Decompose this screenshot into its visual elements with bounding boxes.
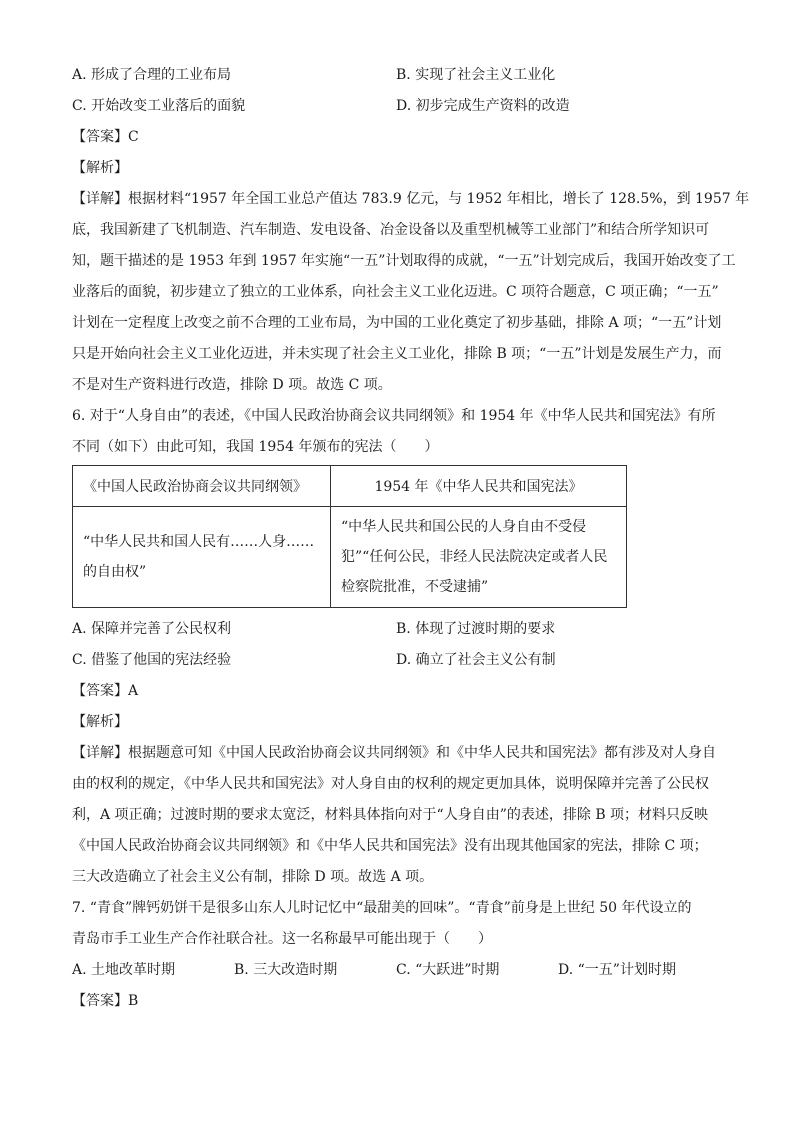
q6-stem-line: 6. 对于“人身自由”的表述，《中国人民政治协商会议共同纲领》和 1954 年《中华人民共和国宪法》有所 — [72, 408, 716, 424]
table-head-left: 《中国人民政治协商会议共同纲领》 — [73, 466, 331, 507]
table-body-right-line: 犯”“任何公民，非经人民法院决定或者人民 — [341, 549, 608, 565]
q5-options-row-2 — [72, 91, 722, 122]
q7-option-a[interactable]: A. 土地改革时期 — [72, 962, 176, 978]
q5-option-a[interactable]: A. 形成了合理的工业布局 — [72, 67, 232, 83]
q6-stem-line: 不同（如下）由此可知，我国 1954 年颁布的宪法（ ） — [72, 439, 439, 455]
q7-stem-line: 7. “青食”牌钙奶饼干是很多山东人儿时记忆中“最甜美的回味”。“青食”前身是上世纪 50 年代设立的 — [72, 900, 692, 916]
q7-option-d[interactable]: D. “一五”计划时期 — [558, 962, 676, 978]
q5-detail-line: 不是对生产资料进行改造，排除 D 项。故选 C 项。 — [72, 377, 392, 393]
q7-answer: 【答案】B — [72, 993, 139, 1009]
q6-answer: 【答案】A — [72, 683, 139, 699]
table-body-left — [73, 507, 331, 608]
q6-option-c[interactable]: C. 借鉴了他国的宪法经验 — [72, 652, 232, 668]
q5-detail-line: 知，题干描述的是 1953 年到 1957 年实施“一五”计划取得的成就，“一五”计划完成后，我国开始改变了工 — [72, 253, 736, 269]
q5-option-b[interactable]: B. 实现了社会主义工业化 — [396, 67, 556, 83]
table-body-left-line: 的自由权” — [83, 564, 147, 580]
table-header-row — [73, 466, 627, 507]
q7-options-row — [72, 955, 722, 986]
q5-options-row-1 — [72, 60, 722, 91]
q5-answer: 【答案】C — [72, 129, 139, 145]
q6-detail-line: 三大改造确立了社会主义公有制，排除 D 项。故选 A 项。 — [72, 869, 434, 885]
q5-detail-line: 计划在一定程度上改变之前不合理的工业布局，为中国的工业化奠定了初步基础，排除 A 项；“一五”计划 — [72, 315, 722, 331]
q5-option-c[interactable]: C. 开始改变工业落后的面貌 — [72, 98, 246, 114]
q6-detail-line: 由的权利的规定，《中华人民共和国宪法》对人身自由的权利的规定更加具体，说明保障并完善了公民权 — [72, 776, 709, 792]
q6-analysis-label: 【解析】 — [72, 714, 128, 730]
q7-option-c[interactable]: C. “大跃进”时期 — [396, 962, 500, 978]
table-body-right — [331, 507, 627, 608]
q5-detail-line: 只是开始向社会主义工业化迈进，并未实现了社会主义工业化，排除 B 项；“一五”计划是发展生产力，而 — [72, 346, 722, 362]
q5-detail-line: 【详解】根据材料“1957 年全国工业总产值达 783.9 亿元，与 1952 年相比，增长了 128.5%，到 1957 年 — [72, 191, 750, 207]
q6-detail-line: 利，A 项正确；过渡时期的要求太宽泛，材料具体指向对于“人身自由”的表述，排除 B 项；材料只反映 — [72, 807, 709, 823]
q7-stem-line: 青岛市手工业生产合作社联合社。这一名称最早可能出现于（ ） — [72, 931, 492, 947]
q6-option-d[interactable]: D. 确立了社会主义公有制 — [396, 652, 556, 668]
table-body-right-line: 检察院批准，不受逮捕” — [341, 579, 489, 595]
q6-detail — [72, 738, 722, 893]
q7-stem — [72, 893, 722, 955]
q5-detail-line: 业落后的面貌，初步建立了独立的工业体系，向社会主义工业化迈进。C 项符合题意，C 项正确；“一五” — [72, 284, 719, 300]
q5-analysis-label: 【解析】 — [72, 160, 128, 176]
q5-option-d[interactable]: D. 初步完成生产资料的改造 — [396, 98, 570, 114]
q6-detail-line: 《中国人民政治协商会议共同纲领》和《中华人民共和国宪法》没有出现其他国家的宪法，排除 C 项； — [72, 838, 708, 854]
q6-option-a[interactable]: A. 保障并完善了公民权利 — [72, 621, 232, 637]
q5-detail-line: 底，我国新建了飞机制造、汽车制造、发电设备、冶金设备以及重型机械等工业部门”和结合所学知识可 — [72, 222, 710, 238]
q6-options-row-1 — [72, 614, 722, 645]
q6-option-b[interactable]: B. 体现了过渡时期的要求 — [396, 621, 556, 637]
q6-detail-line: 【详解】根据题意可知《中国人民政治协商会议共同纲领》和《中华人民共和国宪法》都有涉及对人身自 — [72, 745, 716, 761]
table-body-right-line: “中华人民共和国公民的人身自由不受侵 — [341, 519, 587, 535]
table-body-left-line: “中华人民共和国人民有……人身…… — [83, 534, 315, 550]
q7-option-b[interactable]: B. 三大改造时期 — [234, 962, 338, 978]
table-head-right: 1954 年《中华人民共和国宪法》 — [331, 466, 627, 507]
q6-stem — [72, 401, 722, 463]
table-body-row — [73, 507, 627, 608]
q6-comparison-table — [72, 465, 627, 608]
q5-detail — [72, 184, 750, 401]
q6-options-row-2 — [72, 645, 722, 676]
document-page — [72, 60, 750, 1017]
